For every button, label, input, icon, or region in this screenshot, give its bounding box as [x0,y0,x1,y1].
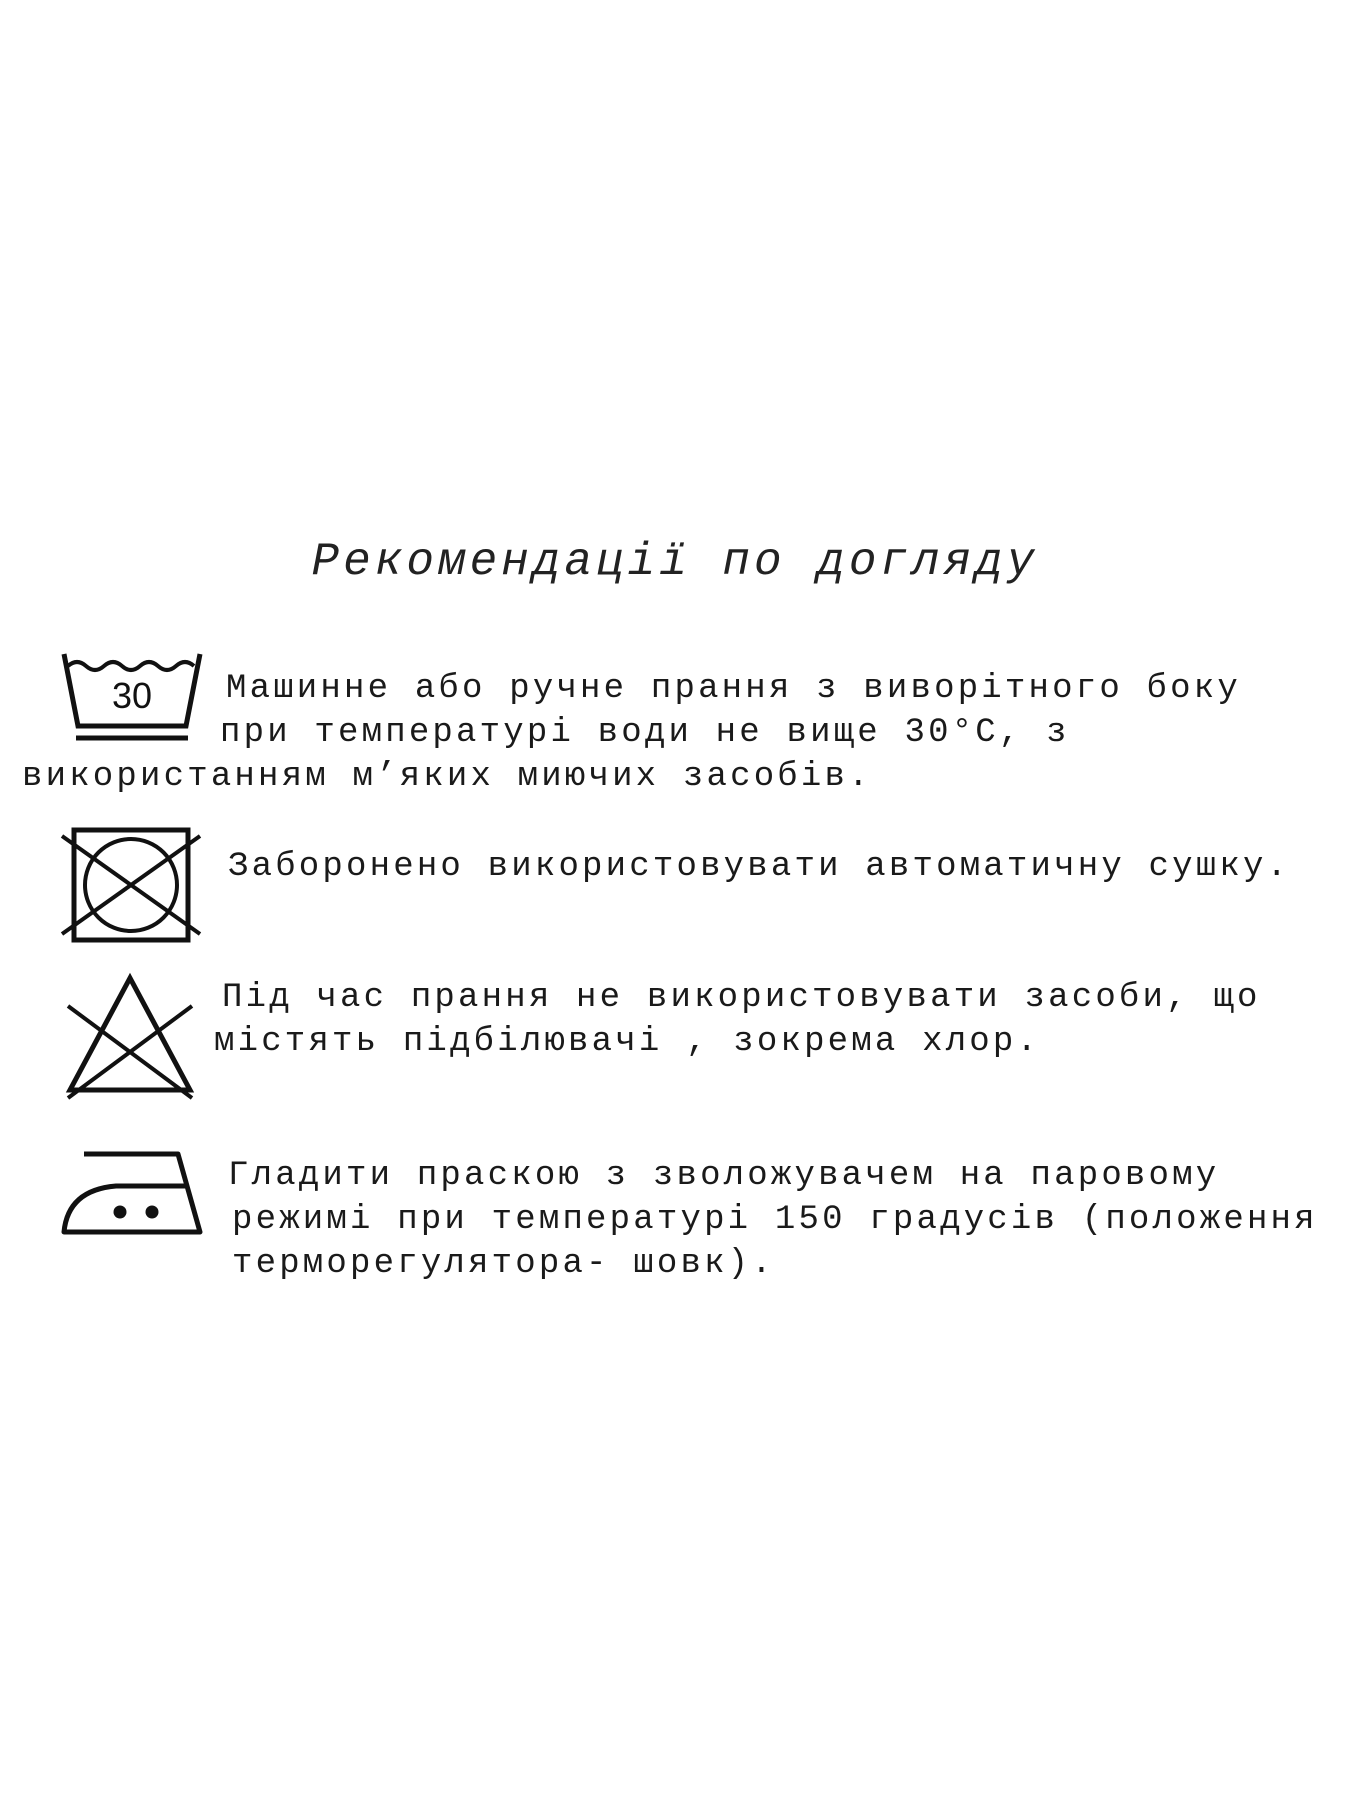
care-text-line: містять підбілювачі , зокрема хлор. [214,1023,1041,1061]
no-tumble-dry-icon [60,826,205,946]
iron-two-dots-icon [60,1148,205,1238]
care-text-line: при температурі води не вище 30°С, з [220,714,1070,752]
care-text-line: Машинне або ручне прання з виворітного боку [226,670,1241,708]
care-text-line: Заборонено використовувати автоматичну сушку. [228,848,1291,886]
wash-temperature-label: 30 [111,675,153,716]
care-text-line: використанням м’яких миючих засобів. [22,758,872,796]
care-text-line: терморегулятора- шовк). [232,1245,775,1283]
no-bleach-icon [64,972,199,1102]
care-text-line: режимі при температурі 150 градусів (положення [232,1201,1318,1239]
care-text-line: Під час прання не використовувати засоби, що [222,979,1261,1017]
wash-30-icon [60,648,205,748]
care-text-line: Гладити праскою з зволожувачем на паровому [228,1157,1220,1195]
page-title: Рекомендації по догляду [311,536,1039,588]
